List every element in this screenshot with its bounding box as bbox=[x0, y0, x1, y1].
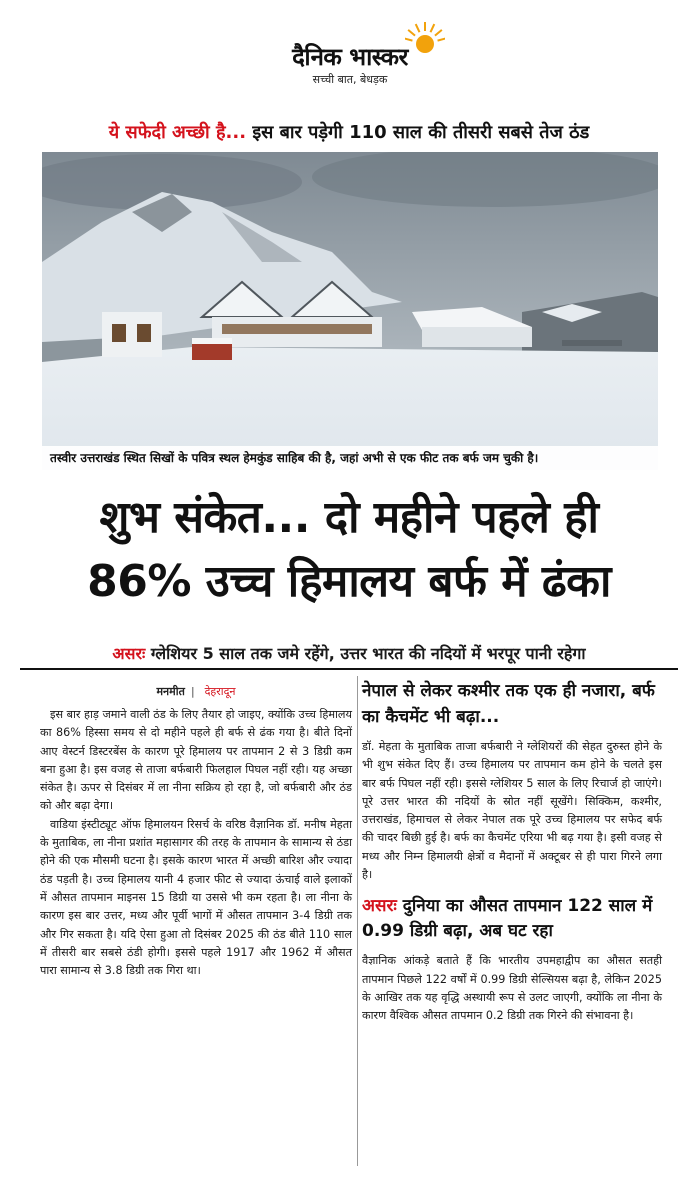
masthead-title: दैनिक भास्कर bbox=[292, 42, 408, 71]
left-column bbox=[40, 676, 352, 1176]
headline-line-1: शुभ संकेत... दो महीने पहले ही bbox=[99, 492, 599, 543]
right-paragraph-2: वैज्ञानिक आंकड़े बताते हैं कि भारतीय उपमहाद्वीप का औसत सतही तापमान पिछले 122 वर्षों में 0.99 डिग्री सेल्सियस बढ़ा है, लेकिन 2025 के आखिर तक यह वृद्धि अस्थायी रूप से उलट जाएगी, क्योंकि ला नीना के कारण वैश्विक औसत तापमान 0.2 डिग्री तक गिरने की संभावना है। bbox=[362, 954, 662, 1023]
masthead-tagline: सच्ची बात, बेधड़क bbox=[312, 73, 388, 86]
snow-landscape-photo bbox=[42, 152, 658, 470]
left-article-body bbox=[40, 706, 352, 980]
right-column bbox=[362, 676, 662, 1176]
right-paragraph-1: डॉ. मेहता के मुताबिक ताजा बर्फबारी ने ग्लेशियरों की सेहत दुरुस्त होने के भी शुभ संकेत दिए हैं। उच्च हिमालय पर तापमान कम होने के चलते इस बार बर्फ पिघल नहीं रही। इससे ग्लेशियर 5 साल के लिए रिचार्ज हो जाएंगे। पूरे उत्तर भारत की नदियों के स्रोत नहीं सूखेंगे। सिक्किम, कश्मीर, उत्तराखंड, हिमाचल से लेकर नेपाल तक पूरे उच्च हिमालय पर सफेद बर्फ की चादर बिछी हुई है। बर्फ का कैचमेंट एरिया भी बढ़ गया है। इसी वजह से मध्य और निम्न हिमालयी क्षेत्रों व मैदानों में अक्टूबर से ही पारा गिरने लगा है। bbox=[362, 740, 662, 882]
kicker-highlight: ये सफेदी अच्छी है... bbox=[108, 122, 247, 143]
subhead bbox=[20, 640, 678, 670]
left-paragraph-2: वाडिया इंस्टीट्यूट ऑफ हिमालयन रिसर्च के वरिष्ठ वैज्ञानिक डॉ. मनीष मेहता के मुताबिक, ला नीना प्रशांत महासागर की तरह के तापमान के सामान्य से ठंडा होने की एक मौसमी घटना है। इसके कारण भारत में अच्छी बारिश और ज्यादा ठंड पड़ती है। उच्च हिमालय यानी 4 हजार फीट से ज्यादा ऊंचाई वाले इलाकों में औसत तापमान माइनस 15 डिग्री या उससे भी कम रहता है। ला नीना के कारण इस बार उत्तर, मध्य और पूर्वी भागों में औसत तापमान 3-4 डिग्री तक और गिर सकता है। यदि ऐसा हुआ तो दिसंबर 2025 की ठंड बीते 110 साल में तीसरी बार सबसे ठंडी होगी। इससे पहले 1917 और 1962 में औसत पारा सामान्य से 3.8 डिग्री तक गिरा था। bbox=[40, 817, 352, 978]
masthead bbox=[255, 14, 445, 96]
byline-place: देहरादून bbox=[204, 685, 236, 698]
left-paragraph-1: इस बार हाड़ जमाने वाली ठंड के लिए तैयार हो जाइए, क्योंकि उच्च हिमालय का 86% हिस्सा समय से दो महीने पहले ही बर्फ से ढंक गया है। बीते दिनों आए वेस्टर्न डिस्टरबेंस के कारण पूरे हिमालय पर तापमान 2 से 3 डिग्री कम बना हुआ है। इस वजह से ताजा बर्फबारी फिलहाल पिघल नहीं रही। यह अच्छा संकेत है। ऊपर से दिसंबर में ला नीना सक्रिय हो रहा है, जो बर्फबारी और ठंड को और बढ़ा देगा। bbox=[40, 708, 352, 813]
byline bbox=[40, 676, 352, 706]
right-heading-2-text: दुनिया का औसत तापमान 122 साल में 0.99 डिग्री बढ़ा, अब घट रहा bbox=[362, 896, 653, 942]
right-heading-2 bbox=[362, 894, 662, 944]
photo-caption: तस्वीर उत्तराखंड स्थित सिखों के पवित्र स्थल हेमकुंड साहिब की है, जहां अभी से एक फीट तक बर्फ जम चुकी है। bbox=[42, 446, 658, 470]
byline-author: मनमीत bbox=[156, 685, 185, 698]
kicker bbox=[40, 120, 658, 144]
right-heading-1: नेपाल से लेकर कश्मीर तक एक ही नजारा, बर्फ का कैचमेंट भी बढ़ा... bbox=[362, 681, 655, 727]
byline-separator: | bbox=[190, 685, 195, 698]
subhead-label: असरः bbox=[112, 644, 146, 663]
headline-line-2: 86% उच्च हिमालय बर्फ में ढंका bbox=[87, 556, 611, 607]
headline bbox=[20, 486, 678, 614]
column-divider bbox=[357, 676, 358, 1166]
subhead-text: ग्लेशियर 5 साल तक जमे रहेंगे, उत्तर भारत की नदियों में भरपूर पानी रहेगा bbox=[150, 644, 586, 663]
photo-illustration bbox=[42, 152, 658, 470]
kicker-text: इस बार पड़ेगी 110 साल की तीसरी सबसे तेज ठंड bbox=[252, 122, 590, 143]
right-heading-2-label: असरः bbox=[362, 896, 397, 917]
